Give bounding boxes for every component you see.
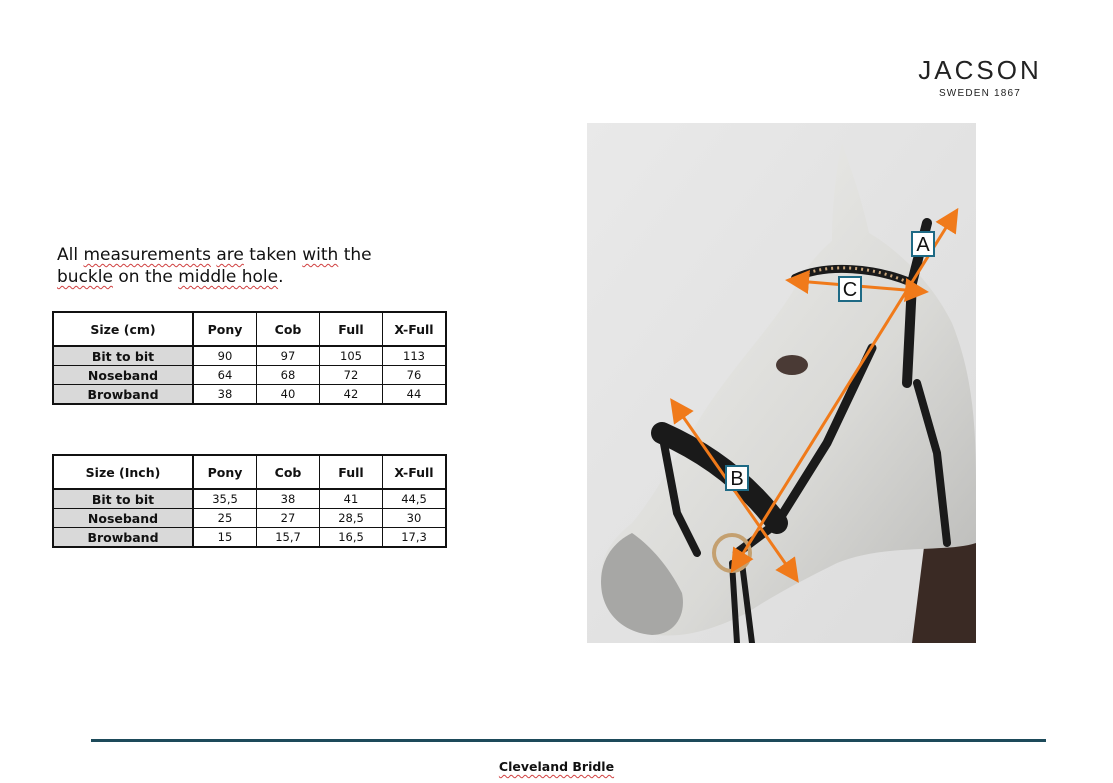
note-word: All [57,245,79,265]
table-cell: 44 [383,385,447,405]
label-c-text: C [842,279,858,301]
table-cell: 41 [320,489,383,509]
table-cell: 105 [320,346,383,366]
table-cell: 17,3 [383,528,447,548]
note-word: are [216,245,244,265]
table-cell: 15 [193,528,257,548]
table-cell: 25 [193,509,257,528]
table-header-pony: Pony [193,455,257,489]
note-word: with [302,245,339,265]
table-row [53,509,446,528]
brand-name: JACSON [918,55,1042,85]
label-c [839,277,861,301]
footer-title [0,759,1113,774]
table-cell: 35,5 [193,489,257,509]
footer-title-text: Cleveland Bridle [498,759,615,774]
row-label: Bit to bit [53,489,193,509]
table-cell: 76 [383,366,447,385]
table-header-full: Full [320,312,383,346]
label-b [726,466,748,490]
table-cell: 40 [257,385,320,405]
note-word: the [343,245,372,265]
size-table-inch [52,454,447,548]
row-label: Noseband [53,509,193,528]
table-header-xfull: X-Full [383,455,447,489]
row-label: Bit to bit [53,346,193,366]
table-cell: 16,5 [320,528,383,548]
table-header-xfull: X-Full [383,312,447,346]
label-a [912,232,934,256]
table-cell: 27 [257,509,320,528]
note-word: on the [118,267,173,287]
footer-divider [91,739,1046,742]
table-header-pony: Pony [193,312,257,346]
table-header-full: Full [320,455,383,489]
table-header-row [53,312,446,346]
row-label: Browband [53,528,193,548]
measurement-note [57,244,457,288]
note-word: taken [249,245,297,265]
brand-logo [905,55,1055,99]
table-cell: 90 [193,346,257,366]
table-cell: 64 [193,366,257,385]
table-header-row [53,455,446,489]
horse-eye [776,355,808,375]
table-cell: 38 [257,489,320,509]
note-word: middle hole [178,267,279,287]
row-label: Browband [53,385,193,405]
horse-bridle-photo [587,123,976,643]
table-cell: 113 [383,346,447,366]
table-cell: 28,5 [320,509,383,528]
table-cell: 44,5 [383,489,447,509]
table-header-cob: Cob [257,455,320,489]
table-cell: 15,7 [257,528,320,548]
table-header-size: Size (Inch) [53,455,193,489]
table-header-cob: Cob [257,312,320,346]
table-cell: 38 [193,385,257,405]
table-cell: 68 [257,366,320,385]
row-label: Noseband [53,366,193,385]
brand-tagline: SWEDEN 1867 [938,88,1022,99]
table-row [53,346,446,366]
label-a-text: A [916,234,930,256]
table-cell: 42 [320,385,383,405]
size-table-cm [52,311,447,405]
table-row [53,528,446,548]
table-header-size: Size (cm) [53,312,193,346]
note-word: . [278,267,284,287]
table-cell: 97 [257,346,320,366]
label-b-text: B [730,468,744,490]
table-cell: 72 [320,366,383,385]
table-row [53,385,446,405]
table-row [53,366,446,385]
table-cell: 30 [383,509,447,528]
table-row [53,489,446,509]
note-word: buckle [57,267,113,287]
note-word: measurements [83,245,211,265]
